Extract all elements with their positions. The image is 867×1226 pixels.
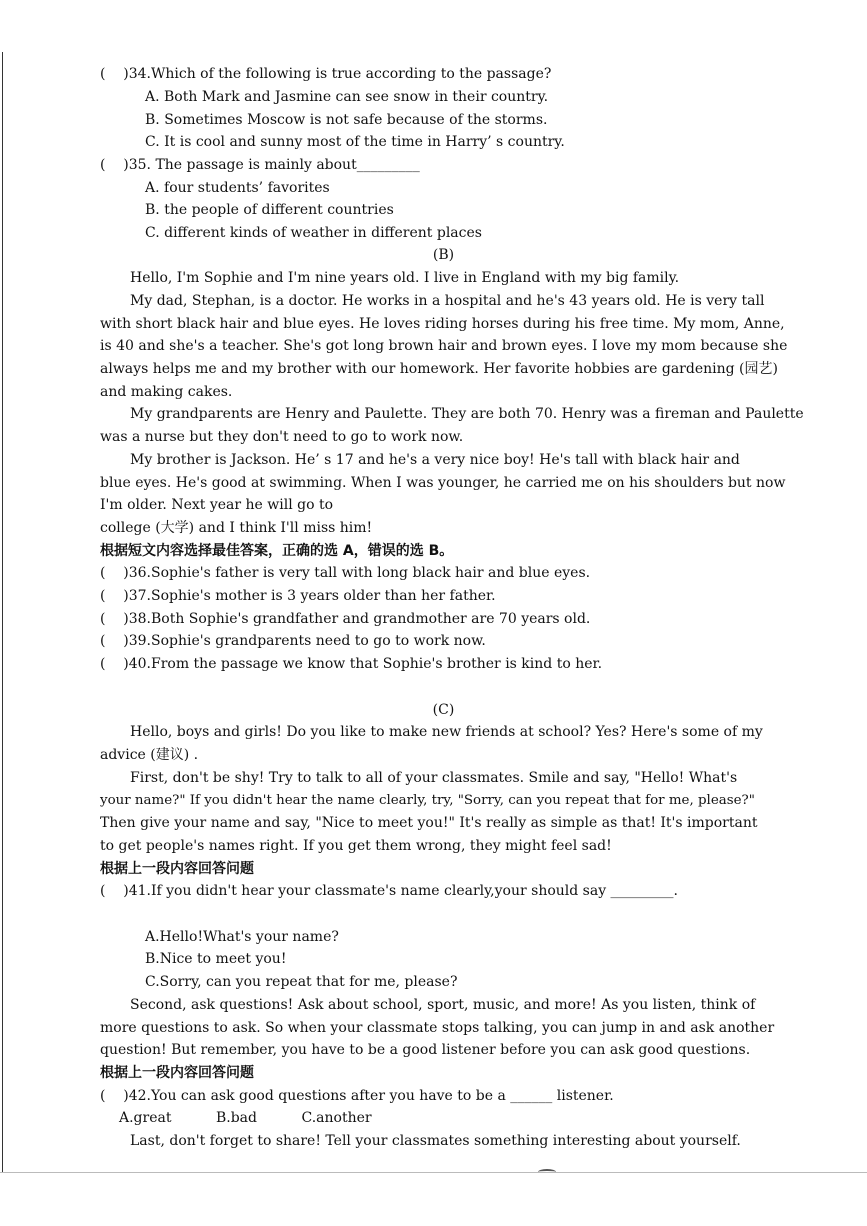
passage-c-line: Second, ask questions! Ask about school, sport, music, and more! As you listen, think of [130, 997, 756, 1013]
passage-b-line: My brother is Jackson. He’ s 17 and he's a very nice boy! He's tall with black hair and [130, 452, 740, 468]
instruction-b: 根据短文内容选择最佳答案，正确的选 A，错误的选 B。 [100, 543, 454, 559]
page-bottom-rule [0, 1172, 867, 1173]
passage-c-line: Last, don't forget to share! Tell your classmates something interesting about yourself. [130, 1133, 741, 1149]
q41-option-c: C.Sorry, can you repeat that for me, please? [145, 974, 458, 990]
q41-option-a: A.Hello!What's your name? [145, 929, 339, 945]
q35-option-b: B. the people of different countries [145, 202, 394, 218]
question-41: ( )41.If you didn't hear your classmate's name clearly,your should say _________. [100, 883, 679, 899]
passage-b-line: and making cakes. [100, 384, 233, 400]
question-42: ( )42.You can ask good questions after you have to be a ______ listener. [100, 1088, 614, 1104]
passage-c-line: question! But remember, you have to be a good listener before you can ask good questions. [100, 1042, 751, 1058]
section-c-heading: (C) [432, 702, 455, 718]
passage-c-line: Hello, boys and girls! Do you like to make new friends at school? Yes? Here's some of my [130, 724, 763, 740]
q34-option-c: C. It is cool and sunny most of the time in Harry’ s country. [145, 134, 565, 150]
passage-c-line: advice (建议) . [100, 747, 199, 763]
q34-option-b: B. Sometimes Moscow is not safe because of the storms. [145, 112, 548, 128]
question-35: ( )35. The passage is mainly about_________ [100, 157, 420, 173]
left-margin-rule [2, 52, 3, 1172]
passage-b-line: is 40 and she's a teacher. She's got long brown hair and brown eyes. I love my mom because she [100, 338, 788, 354]
passage-b-line: I'm older. Next year he will go to [100, 497, 334, 513]
passage-b-line: was a nurse but they don't need to go to work now. [100, 429, 464, 445]
passage-c-line: First, don't be shy! Try to talk to all of your classmates. Smile and say, "Hello! What's [130, 770, 738, 786]
passage-b-line: blue eyes. He's good at swimming. When I was younger, he carried me on his shoulders but now [100, 475, 786, 491]
passage-c-line: your name?" If you didn't hear the name clearly, try, "Sorry, can you repeat that for me, please?" [100, 793, 755, 808]
passage-c-line: more questions to ask. So when your classmate stops talking, you can jump in and ask another [100, 1020, 775, 1036]
q35-option-c: C. different kinds of weather in different places [145, 225, 482, 241]
instruction-c1: 根据上一段内容回答问题 [100, 861, 254, 877]
passage-b-line: always helps me and my brother with our homework. Her favorite hobbies are gardening (园艺) [100, 361, 778, 377]
passage-b-line: My grandparents are Henry and Paulette. They are both 70. Henry was a fireman and Paulette [130, 406, 804, 422]
passage-b-line: college (大学) and I think I'll miss him! [100, 520, 373, 536]
question-36: ( )36.Sophie's father is very tall with long black hair and blue eyes. [100, 565, 591, 581]
question-37: ( )37.Sophie's mother is 3 years older than her father. [100, 588, 496, 604]
q41-option-b: B.Nice to meet you! [145, 951, 287, 967]
passage-c-line: to get people's names right. If you get them wrong, they might feel sad! [100, 838, 612, 854]
passage-b-line: My dad, Stephan, is a doctor. He works in a hospital and he's 43 years old. He is very tall [130, 293, 765, 309]
question-38: ( )38.Both Sophie's grandfather and grandmother are 70 years old. [100, 611, 591, 627]
section-b-heading: (B) [432, 247, 455, 263]
question-39: ( )39.Sophie's grandparents need to go to work now. [100, 633, 486, 649]
question-34: ( )34.Which of the following is true according to the passage? [100, 66, 552, 82]
q35-option-a: A. four students’ favorites [145, 180, 330, 196]
passage-c-line: Then give your name and say, "Nice to meet you!" It's really as simple as that! It's important [100, 815, 758, 831]
page-bottom-mark [538, 1169, 556, 1175]
passage-b-line: Hello, I'm Sophie and I'm nine years old. I live in England with my big family. [130, 270, 680, 286]
passage-b-line: with short black hair and blue eyes. He loves riding horses during his free time. My mom, Anne, [100, 316, 785, 332]
question-40: ( )40.From the passage we know that Sophie's brother is kind to her. [100, 656, 603, 672]
instruction-c2: 根据上一段内容回答问题 [100, 1065, 254, 1081]
q34-option-a: A. Both Mark and Jasmine can see snow in their country. [145, 89, 549, 105]
q42-options: A.great B.bad C.another [119, 1110, 372, 1126]
